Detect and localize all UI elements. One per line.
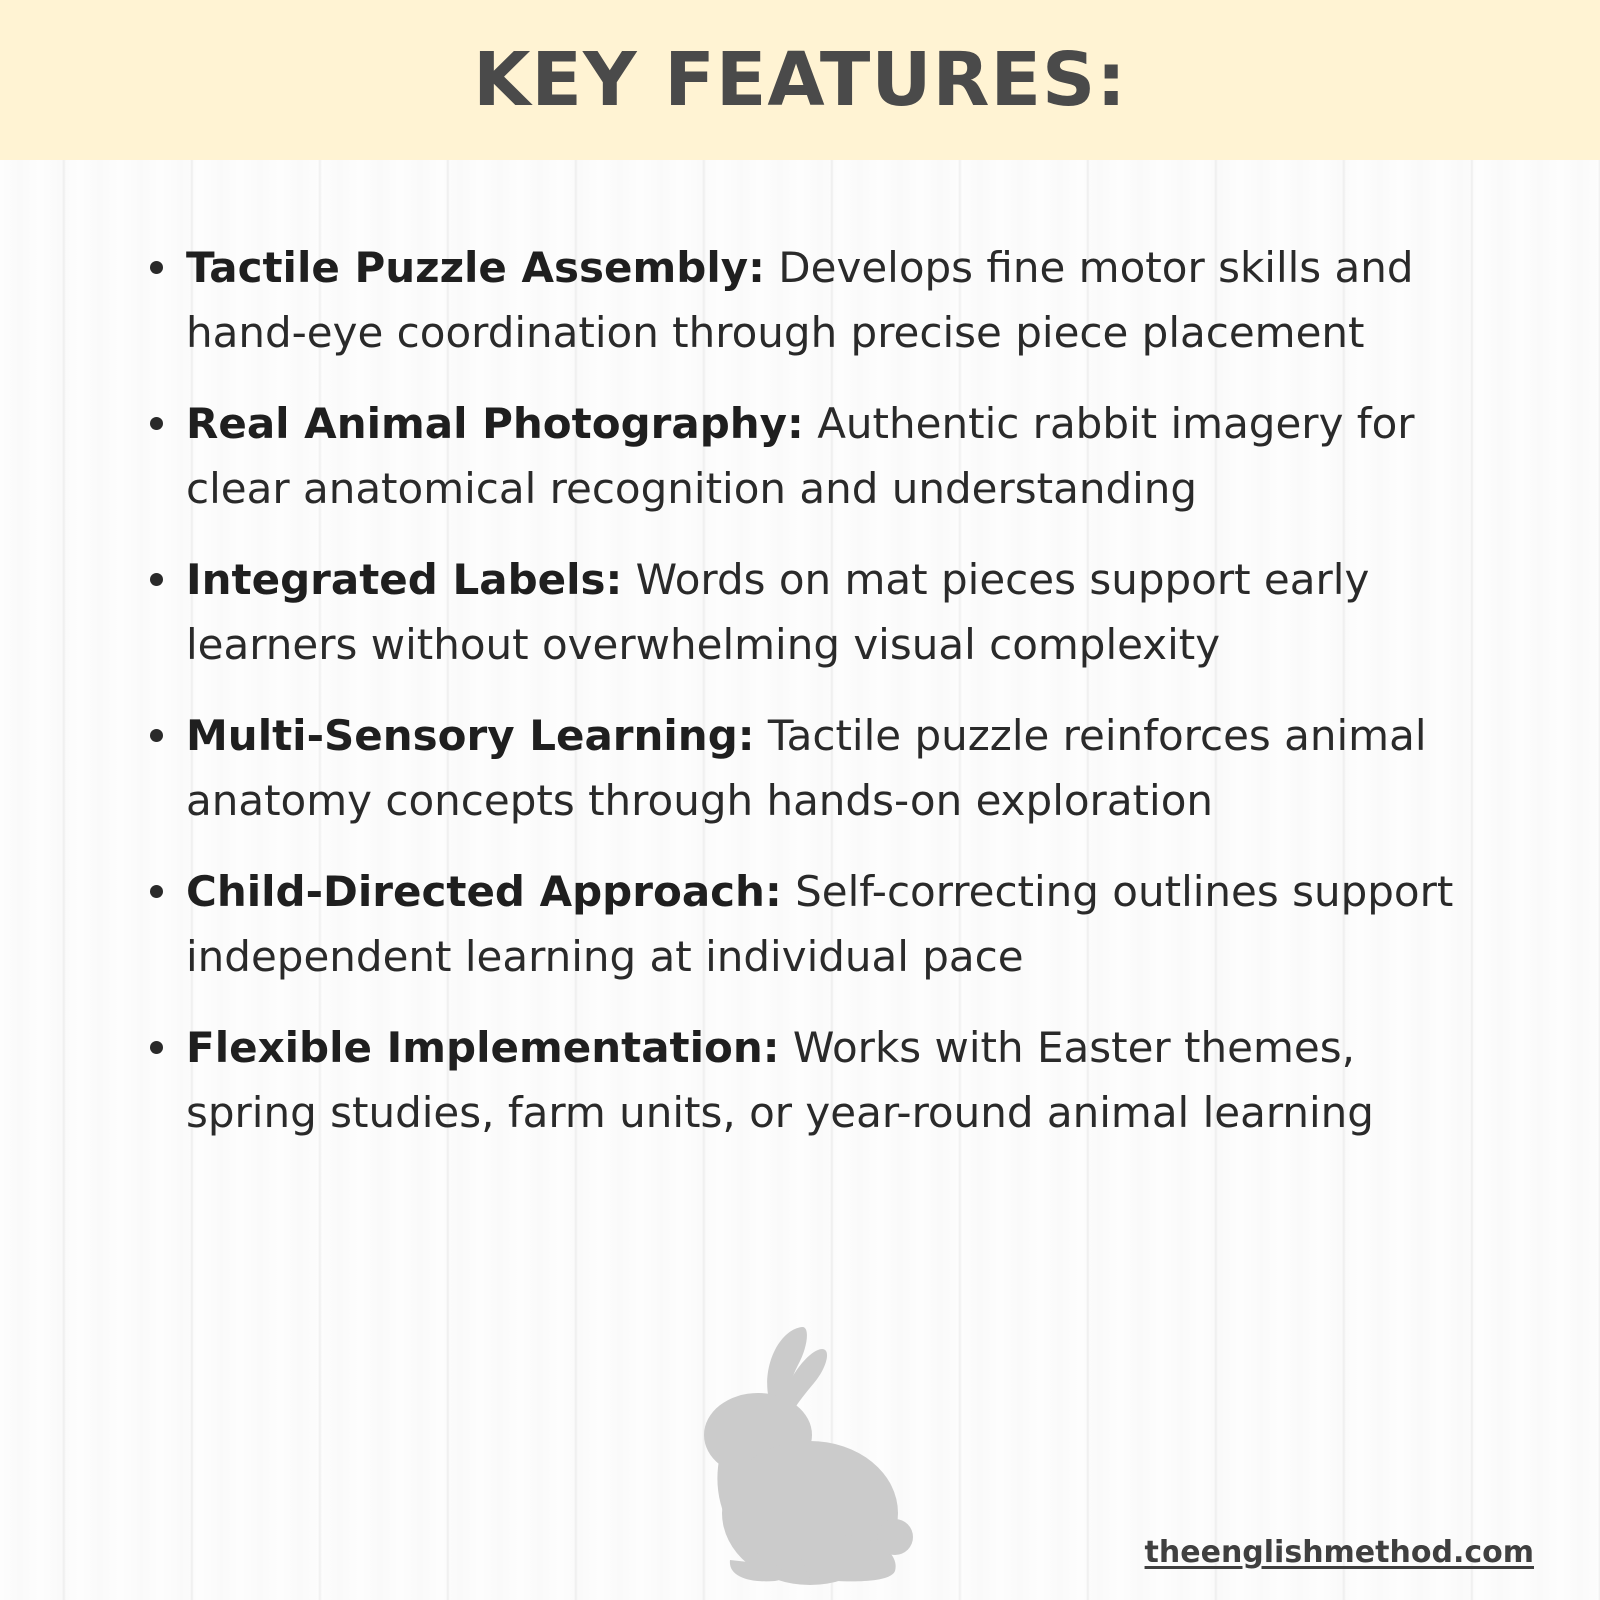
header-band (0, 0, 1600, 160)
feature-heading: Multi-Sensory Learning: (186, 711, 755, 760)
feature-item-integrated-labels (150, 547, 1480, 677)
feature-heading: Real Animal Photography: (186, 399, 804, 448)
feature-item-real-animal-photography (150, 391, 1480, 521)
rabbit-silhouette-icon (690, 1325, 915, 1587)
feature-heading: Child-Directed Approach: (186, 867, 782, 916)
feature-heading: Flexible Implementation: (186, 1023, 780, 1072)
bullet-icon (150, 1041, 163, 1054)
bullet-icon (150, 885, 163, 898)
feature-text: Tactile puzzle reinforces animal anatomy concepts through hands-on exploration (186, 711, 1427, 825)
feature-heading: Tactile Puzzle Assembly: (186, 243, 765, 292)
feature-text: Authentic rabbit imagery for clear anatomical recognition and understanding (186, 399, 1415, 513)
bullet-icon (150, 729, 163, 742)
bullet-icon (150, 417, 163, 430)
bullet-icon (150, 573, 163, 586)
feature-item-flexible-implementation (150, 1015, 1480, 1145)
feature-list (150, 235, 1480, 1171)
page-title: KEY FEATURES: (473, 37, 1127, 123)
feature-item-child-directed-approach (150, 859, 1480, 989)
feature-text: Works with Easter themes, spring studies, farm units, or year-round animal learning (186, 1023, 1374, 1137)
feature-text: Words on mat pieces support early learners without overwhelming visual complexity (186, 555, 1370, 669)
feature-text: Develops fine motor skills and hand-eye coordination through precise piece placement (186, 243, 1414, 357)
bullet-icon (150, 261, 163, 274)
website-link[interactable]: theenglishmethod.com (1144, 1535, 1534, 1570)
feature-text: Self-correcting outlines support independent learning at individual pace (186, 867, 1454, 981)
feature-item-multi-sensory-learning (150, 703, 1480, 833)
feature-item-tactile-puzzle-assembly (150, 235, 1480, 365)
feature-heading: Integrated Labels: (186, 555, 623, 604)
